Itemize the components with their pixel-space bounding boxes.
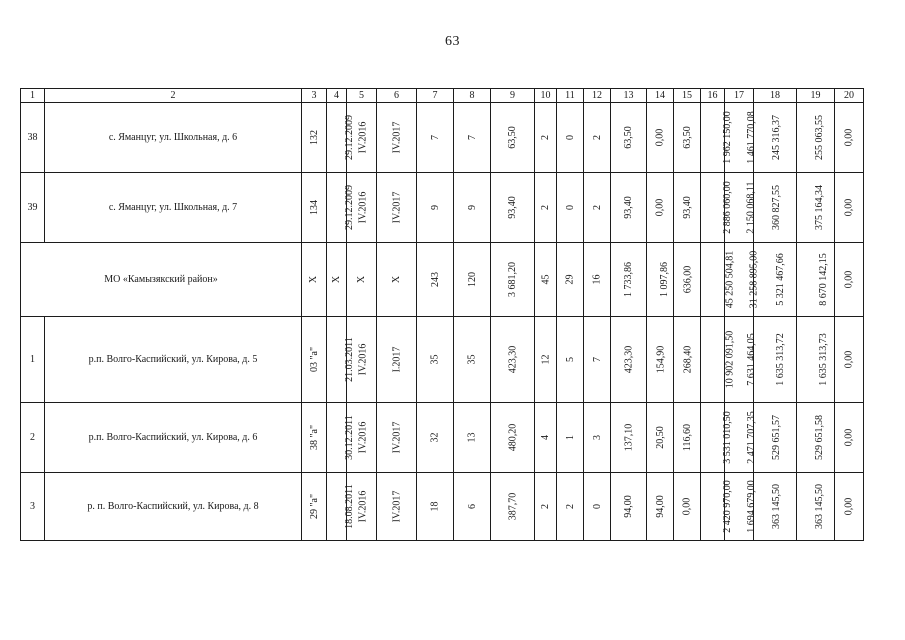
cell-value: 10 902 091,50: [724, 330, 736, 389]
cell-value: 0: [564, 135, 576, 140]
value-cell: [417, 243, 454, 317]
cell-value: X: [355, 275, 367, 284]
value-cell: [674, 403, 701, 473]
cell-value: 94,00: [654, 495, 666, 518]
cell-value: 45 250 504,81: [724, 250, 736, 309]
value-cell: [491, 473, 535, 541]
cell-value: 243: [429, 272, 441, 287]
cell-value: 8 670 142,15: [817, 253, 829, 306]
value-cell: [797, 243, 835, 317]
cell-value: 2: [591, 205, 603, 210]
cell-value: IV.2016: [357, 121, 369, 154]
value-cell: [754, 317, 797, 403]
cell-value: 116,60: [682, 423, 694, 452]
cell-value: 360 827,55: [771, 185, 782, 230]
cell-value: 0,00: [681, 497, 693, 516]
value-cell: [611, 173, 647, 243]
cell-value: 30.12.2011: [343, 415, 355, 460]
row-number: 38: [21, 103, 45, 173]
column-number-header: 7: [417, 89, 454, 103]
column-number-header: 13: [611, 89, 647, 103]
value-cell: [417, 317, 454, 403]
value-cell: [535, 403, 557, 473]
cell-value: 423,30: [507, 345, 518, 374]
cell-value: 268,40: [682, 345, 694, 374]
column-number-header: 9: [491, 89, 535, 103]
cell-value: IV.2017: [390, 121, 402, 154]
value-cell: [701, 403, 733, 473]
value-cell: [674, 243, 701, 317]
value-cell: [674, 473, 701, 541]
cell-value: 423,30: [623, 345, 634, 374]
column-number-header: 17: [725, 89, 754, 103]
cell-value: 7: [466, 135, 478, 140]
value-cell: [535, 103, 557, 173]
cell-value: 137,10: [623, 423, 634, 452]
value-cell: [535, 173, 557, 243]
cell-value: 0,00: [843, 198, 855, 217]
address-cell: с. Яманцуг, ул. Школьная, д. 6: [45, 103, 302, 173]
column-number-header: 5: [347, 89, 377, 103]
value-cell: [491, 403, 535, 473]
value-cell: [754, 103, 797, 173]
column-number-header: 18: [754, 89, 797, 103]
cell-value: 29: [564, 274, 576, 285]
cell-value: 1 962 150,00: [721, 111, 733, 164]
cell-value: 1 635 313,73: [817, 333, 829, 386]
value-cell: [701, 173, 733, 243]
column-number-header: 16: [701, 89, 725, 103]
value-cell: [454, 317, 491, 403]
value-cell: [797, 317, 835, 403]
value-cell: [674, 173, 701, 243]
data-table: [20, 88, 864, 541]
cell-value: 35: [429, 354, 441, 365]
value-cell: [797, 173, 835, 243]
cell-value: 0: [591, 504, 603, 509]
value-cell: [835, 317, 864, 403]
value-cell: [454, 103, 491, 173]
column-number-header: 14: [647, 89, 674, 103]
value-cell: [674, 317, 701, 403]
cell-value: 7: [591, 357, 603, 362]
cell-value: 1 097,86: [659, 262, 670, 297]
value-cell: [417, 403, 454, 473]
cell-value: 94,00: [623, 495, 634, 518]
column-number-header: 11: [557, 89, 584, 103]
value-cell: [584, 473, 611, 541]
value-cell: [535, 243, 557, 317]
page-number: 63: [445, 34, 460, 49]
cell-value: 636,00: [682, 265, 694, 294]
value-cell: [377, 173, 417, 243]
cell-value: 5: [564, 357, 576, 362]
cell-value: 13: [466, 432, 478, 443]
value-cell: [557, 243, 584, 317]
value-cell: [302, 173, 327, 243]
table-row: [21, 317, 864, 403]
cell-value: 93,40: [681, 196, 693, 219]
value-cell: [417, 473, 454, 541]
value-cell: [302, 243, 327, 317]
cell-value: 363 145,50: [814, 484, 825, 529]
value-cell: [377, 317, 417, 403]
value-cell: [835, 103, 864, 173]
cell-value: 35: [466, 354, 478, 365]
row-number: 1: [21, 317, 45, 403]
value-cell: [647, 317, 674, 403]
value-cell: [611, 473, 647, 541]
cell-value: 375 164,34: [814, 185, 825, 230]
cell-value: 93,40: [507, 196, 518, 219]
value-cell: [647, 173, 674, 243]
address-cell: р.п. Волго-Каспийский, ул. Кирова, д. 5: [45, 317, 302, 403]
cell-value: 7: [429, 135, 441, 140]
cell-value: 2: [591, 135, 603, 140]
cell-value: 0,00: [843, 270, 855, 289]
cell-value: 1 733,86: [623, 262, 634, 297]
value-cell: [647, 243, 674, 317]
cell-value: X: [308, 275, 320, 284]
cell-value: 18.08.2011: [343, 484, 355, 529]
column-number-header: 10: [535, 89, 557, 103]
cell-value: 4: [540, 435, 551, 440]
value-cell: [647, 403, 674, 473]
value-cell: [491, 173, 535, 243]
cell-value: 29 "а": [309, 493, 321, 520]
value-cell: [797, 103, 835, 173]
cell-value: I.2017: [391, 346, 402, 373]
value-cell: [454, 403, 491, 473]
row-number: 2: [21, 403, 45, 473]
cell-value: 3 681,20: [507, 262, 518, 297]
value-cell: [835, 173, 864, 243]
value-cell: [611, 243, 647, 317]
cell-value: 0: [564, 205, 576, 210]
cell-value: 2 471 707,35: [745, 411, 757, 464]
column-number-header: 4: [327, 89, 347, 103]
column-number-header: 8: [454, 89, 491, 103]
value-cell: [302, 317, 327, 403]
value-cell: [377, 403, 417, 473]
value-cell: [327, 473, 355, 541]
address-cell: с. Яманцуг, ул. Школьная, д. 7: [45, 173, 302, 243]
cell-value: 3: [591, 435, 603, 440]
cell-value: 154,90: [655, 345, 667, 374]
value-cell: [491, 317, 535, 403]
value-cell: [347, 243, 377, 317]
value-cell: [302, 103, 327, 173]
cell-value: 7 631 464,05: [745, 333, 757, 386]
cell-value: 529 651,58: [814, 415, 825, 460]
row-number: 39: [21, 173, 45, 243]
column-number-header: 6: [377, 89, 417, 103]
value-cell: [797, 403, 835, 473]
value-cell: [611, 317, 647, 403]
cell-value: 29.12.2009: [344, 185, 355, 230]
cell-value: IV.2016: [357, 490, 369, 523]
cell-value: 9: [429, 205, 441, 210]
column-number-header: 20: [835, 89, 864, 103]
value-cell: [327, 403, 355, 473]
value-cell: [491, 103, 535, 173]
value-cell: [584, 243, 611, 317]
cell-value: 387,70: [507, 492, 518, 521]
table-row: [21, 403, 864, 473]
cell-value: 9: [466, 205, 478, 210]
cell-value: 2: [540, 504, 551, 509]
value-cell: [754, 243, 797, 317]
value-cell: [797, 473, 835, 541]
value-cell: [584, 317, 611, 403]
cell-value: 93,40: [623, 196, 634, 219]
cell-value: 1 635 313,72: [774, 333, 786, 386]
value-cell: [754, 173, 797, 243]
column-number-header: 12: [584, 89, 611, 103]
value-cell: [557, 403, 584, 473]
municipality-label: МО «Камызякский район»: [21, 243, 302, 317]
value-cell: [674, 103, 701, 173]
column-number-header: 2: [45, 89, 302, 103]
value-cell: [454, 243, 491, 317]
column-number-header: 19: [797, 89, 835, 103]
value-cell: [647, 103, 674, 173]
cell-value: IV.2016: [357, 421, 369, 454]
column-number-header: 15: [674, 89, 701, 103]
cell-value: 6: [466, 504, 478, 509]
cell-value: 18: [429, 501, 441, 512]
cell-value: 29.12.2009: [344, 115, 355, 160]
cell-value: 38 "а": [309, 424, 321, 451]
cell-value: 1: [564, 435, 576, 440]
address-cell: р. п. Волго-Каспийский, ул. Кирова, д. 8: [45, 473, 302, 541]
cell-value: 0,00: [654, 128, 666, 147]
value-cell: [754, 473, 797, 541]
value-cell: [611, 103, 647, 173]
cell-value: 0,00: [843, 128, 855, 147]
cell-value: 45: [540, 274, 551, 285]
cell-value: 1 694 679,00: [745, 480, 757, 533]
cell-value: 363 145,50: [771, 484, 782, 529]
value-cell: [557, 317, 584, 403]
cell-value: 120: [466, 272, 478, 287]
cell-value: IV.2017: [390, 191, 402, 224]
table-row: [21, 473, 864, 541]
cell-value: 2 886 060,00: [721, 181, 733, 234]
cell-value: IV.2017: [390, 490, 402, 523]
cell-value: 12: [540, 354, 551, 365]
cell-value: 32: [429, 432, 441, 443]
cell-value: 245 316,37: [771, 115, 782, 160]
cell-value: IV.2016: [357, 191, 369, 224]
value-cell: [584, 103, 611, 173]
cell-value: 2 150 068,11: [745, 181, 757, 234]
cell-value: 2: [540, 205, 551, 210]
value-cell: [327, 173, 355, 243]
cell-value: 31 258 895,00: [748, 250, 760, 309]
value-cell: [584, 403, 611, 473]
cell-value: 255 063,55: [814, 115, 825, 160]
column-number-header: 1: [21, 89, 45, 103]
subtotal-row: [21, 243, 864, 317]
address-cell: р.п. Волго-Каспийский, ул. Кирова, д. 6: [45, 403, 302, 473]
cell-value: 480,20: [507, 423, 518, 452]
cell-value: 20,50: [654, 426, 666, 449]
value-cell: [701, 243, 736, 317]
cell-value: 63,50: [507, 126, 518, 149]
value-cell: [701, 103, 733, 173]
cell-value: 21.03.2011: [343, 337, 355, 382]
cell-value: 2: [540, 135, 551, 140]
cell-value: 3 531 010,50: [721, 411, 733, 464]
cell-value: 529 651,57: [771, 415, 782, 460]
table-row: [21, 103, 864, 173]
value-cell: [835, 403, 864, 473]
cell-value: 1 461 770,08: [745, 111, 757, 164]
cell-value: 03 "а": [309, 346, 321, 373]
value-cell: [557, 173, 584, 243]
column-number-row: [21, 89, 864, 103]
row-number: 3: [21, 473, 45, 541]
value-cell: [557, 473, 584, 541]
cell-value: X: [390, 275, 402, 284]
cell-value: IV.2017: [390, 421, 402, 454]
cell-value: X: [330, 275, 342, 284]
value-cell: [417, 103, 454, 173]
value-cell: [835, 473, 864, 541]
value-cell: [417, 173, 454, 243]
value-cell: [701, 473, 733, 541]
value-cell: [754, 403, 797, 473]
cell-value: 0,00: [843, 350, 855, 369]
cell-value: 2: [564, 504, 576, 509]
value-cell: [327, 103, 355, 173]
value-cell: [647, 473, 674, 541]
value-cell: [302, 473, 327, 541]
value-cell: [327, 243, 347, 317]
value-cell: [327, 317, 355, 403]
value-cell: [377, 103, 417, 173]
cell-value: 134: [308, 200, 320, 215]
cell-value: 0,00: [843, 428, 855, 447]
cell-value: 5 321 467,66: [774, 253, 786, 306]
value-cell: [454, 173, 491, 243]
value-cell: [535, 317, 557, 403]
value-cell: [584, 173, 611, 243]
cell-value: 16: [591, 274, 603, 285]
value-cell: [535, 473, 557, 541]
cell-value: IV.2016: [357, 343, 369, 376]
value-cell: [835, 243, 864, 317]
cell-value: 132: [308, 130, 320, 145]
value-cell: [701, 317, 736, 403]
value-cell: [377, 473, 417, 541]
value-cell: [491, 243, 535, 317]
cell-value: 2 420 970,00: [721, 480, 733, 533]
cell-value: 63,50: [681, 126, 693, 149]
cell-value: 0,00: [843, 497, 855, 516]
value-cell: [611, 403, 647, 473]
table-row: [21, 173, 864, 243]
cell-value: 0,00: [654, 198, 666, 217]
value-cell: [557, 103, 584, 173]
column-number-header: 3: [302, 89, 327, 103]
value-cell: [302, 403, 327, 473]
value-cell: [377, 243, 417, 317]
cell-value: 63,50: [623, 126, 634, 149]
value-cell: [454, 473, 491, 541]
